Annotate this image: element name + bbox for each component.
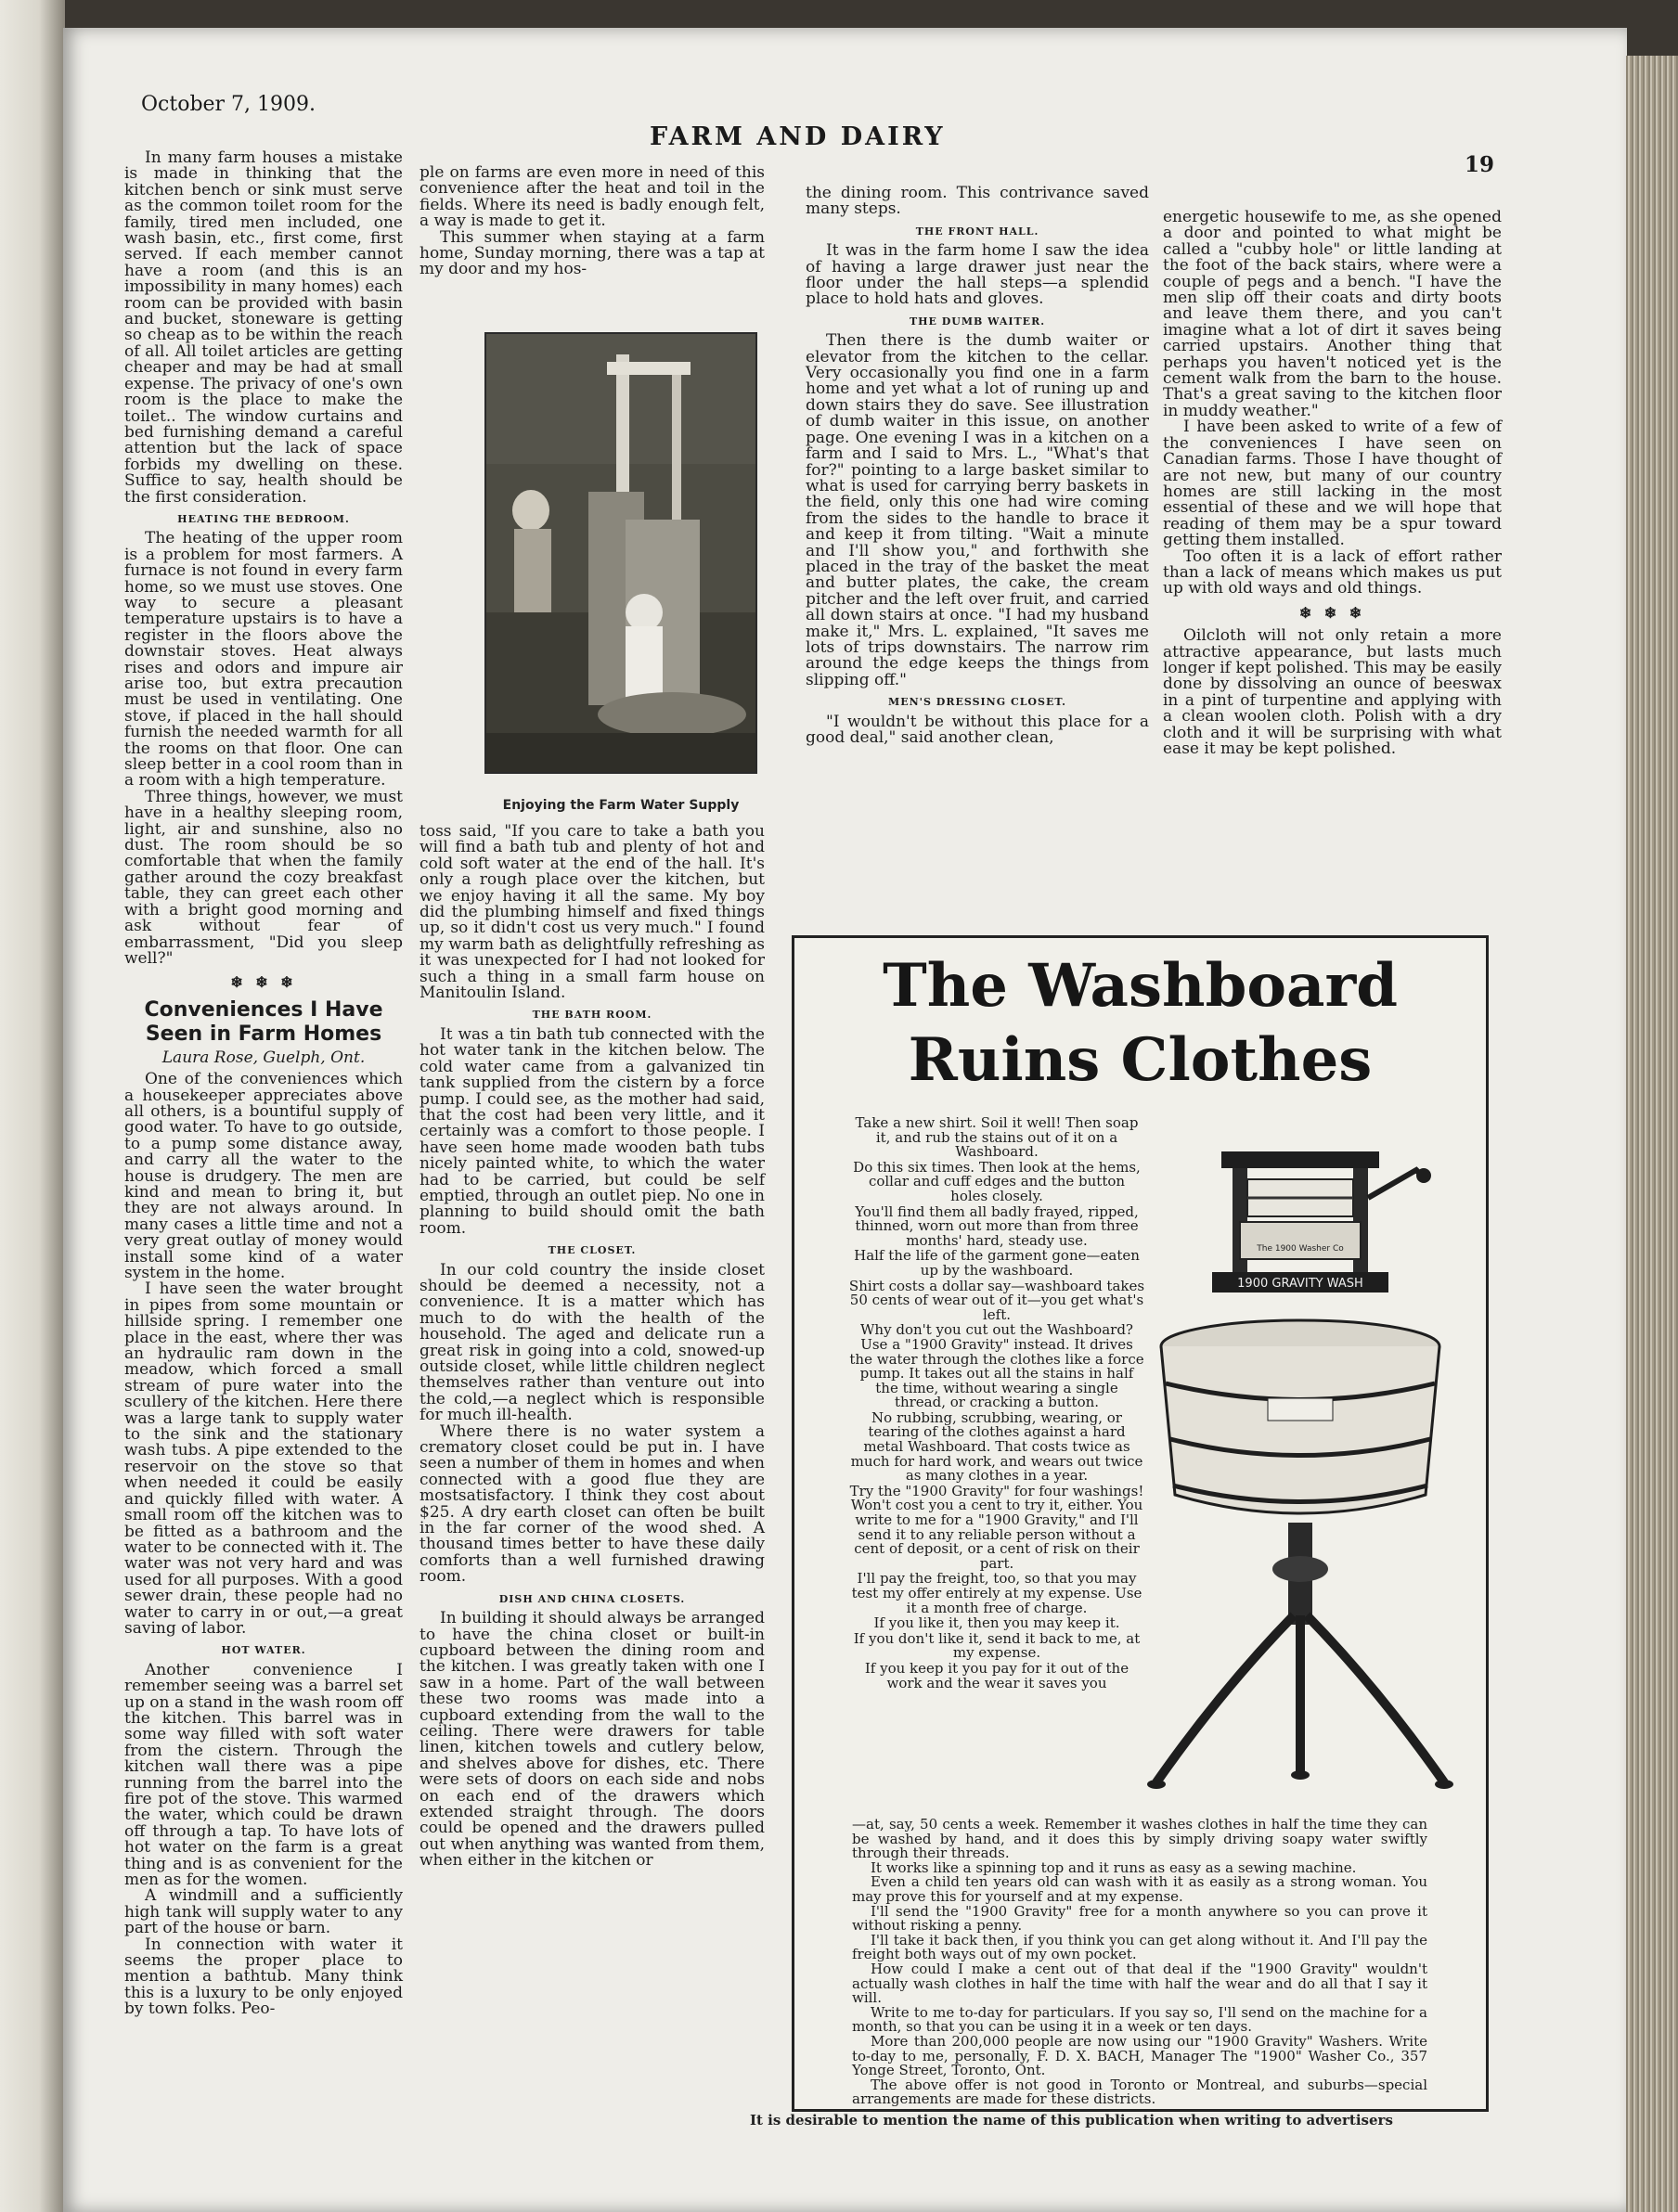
page-footer-note: It is desirable to mention the name of this publication when writing to advertisers: [750, 2112, 1393, 2128]
column-2-top: [420, 165, 765, 278]
column-3: [806, 186, 1149, 746]
ad-body-wide: [852, 1818, 1427, 2107]
paragraph: energetic housewife to me, as she opened a door and pointed to what might be called a "cubby hole" or little landing at the foot of the back stairs, where were a couple of pegs and a bench. "I have the men slip off their coats and dirty boots and leave them there, and you can't imagine what a lot of dirt it saves being carried upstairs. Another thing that perhaps you haven't noticed yet is the cement walk from the barn to the house. That's a great saving to the kitchen floor in muddy weather.": [1163, 208, 1502, 420]
page-number: 19: [1465, 152, 1495, 177]
paragraph: The heating of the upper room is a problem for most farmers. A furnace is not found in every farm home, so we must use stoves. One way to secure a pleasant temperature upstairs is to have a register in the floors above the downstair stoves. Heat always rises and odors and impure air arise too, but extra precaution must be used in ventilating. One stove, if placed in the hall should furnish the needed warmth for all the rooms on that floor. One can sleep better in a cool room than in a room with a high temperature.: [124, 529, 403, 791]
ad-paragraph: Shirt costs a dollar say—washboard takes 50 cents of wear out of it—you get what's left.: [848, 1277, 1145, 1323]
washing-machine-illustration: [1147, 1133, 1453, 1801]
paragraph: In building it should always be arranged to have the china closet or built-in cupboard between the dining room and the kitchen. I was greatly taken with one I saw in a home. Part of the wall between these two rooms was made into a cupboard extending from the wall to the ceiling. There were drawers for table linen, kitchen towels and cutlery below, and shelves above for dishes, etc. There were sets of doors on each side and nobs on each end of the drawers which extended straight through. The doors could be opened and the drawers pulled out when anything was wanted from them, when either in the kitchen or: [420, 1609, 765, 1871]
ad-paragraph: I'll pay the freight, too, so that you may test my offer entirely at my expense. Use it a month free of charge.: [851, 1570, 1142, 1616]
column-2-bottom: [420, 824, 765, 1870]
paragraph: A windmill and a sufficiently high tank will supply water to any part of the house or barn.: [124, 1886, 403, 1938]
ad-paragraph: How could I make a cent out of that deal if the "1900 Gravity" wouldn't actually wash clothes in half the time with half the wear and do all that I say it will.: [852, 1960, 1427, 2007]
paragraph: It was in the farm home I saw the idea of having a large drawer just near the floor under the hall steps—a splendid place to hold hats and gloves.: [806, 241, 1149, 309]
paragraph: Then there is the dumb waiter or elevator from the kitchen to the cellar. Very occasionally you find one in a farm home and yet what a lot of runing up and down stairs they do save. See illustration of dumb waiter in this issue, on another page. One evening I was in a kitchen on a farm and I said to Mrs. L., "What's that for?" pointing to a large basket similar to what is used for carrying berry baskets in the field, only this one had wire coming from the sides to the handle to brace it and keep it from tilting. "Wait a minute and I'll show you," and forthwith she placed in the tray of the basket the meat and butter plates, the cake, the cream pitcher and the left over fruit, and carried all down stairs at once. "I had my husband make it," Mrs. L. explained, "It saves me lots of trips downstairs. The narrow rim around the edge keeps the things from slipping off.": [806, 331, 1149, 689]
ad-paragraph: No rubbing, scrubbing, wearing, or tearing of the clothes against a hard metal Washboard. That costs twice as much for hard work, and wears out twice as many clothes in a year.: [850, 1408, 1143, 1485]
ad-paragraph: If you don't like it, send it back to me, at my expense.: [853, 1629, 1141, 1662]
ad-paragraph: Why don't you cut out the Washboard? Use a "1900 Gravity" instead. It drives the water through the clothes like a force pump. It takes out all the stains in half the time, without wearing a single thread, or cracking a button.: [849, 1321, 1144, 1411]
section-divider: ❄ ❄ ❄: [230, 973, 297, 992]
section-heading: THE CLOSET.: [548, 1244, 637, 1257]
ad-headline: [794, 949, 1486, 1098]
section-heading: THE DUMB WAITER.: [909, 315, 1046, 328]
farm-water-supply-photo: [484, 332, 757, 774]
paragraph: It was a tin bath tub connected with the hot water tank in the kitchen below. The cold water came from a galvanized tin tank supplied from the cistern by a force pump. I could see, as the mother had said, that the cost had been very little, and it certainly was a comfort to those people. I have seen home made wooden bath tubs nicely painted white, to which the water had to be carried, but could be self emptied, through an outlet piep. No one in planning to build should omit the bath room.: [420, 1024, 765, 1238]
ad-paragraph: —at, say, 50 cents a week. Remember it washes clothes in half the time they can be washed by hand, and it does this by simply driving soapy water swiftly through their threads.: [852, 1816, 1427, 1862]
ad-headline-line-1: The Washboard: [883, 951, 1398, 1021]
ad-paragraph: Half the life of the garment gone—eaten up by the washboard.: [854, 1247, 1140, 1279]
ad-paragraph: It works like a spinning top and it runs as easy as a sewing machine.: [871, 1858, 1357, 1876]
paragraph: toss said, "If you care to take a bath you will find a bath tub and plenty of hot and cold soft water at the end of the hall. It's only a rough place over the kitchen, but we enjoy having it all the same. My boy did the plumbing himself and fixed things up, so it didn't cost us very much." I found my warm bath as delightfully refreshing as it was unexpected for I had not looked for such a thing in a small farm house on Manitoulin Island.: [420, 822, 765, 1003]
machine-maker-label: The 1900 Washer Co: [1257, 1244, 1344, 1254]
left-binding-edge: [0, 0, 65, 2212]
paragraph: ple on farms are even more in need of this convenience after the heat and toil in the fields. Where its need is badly enough felt, a way is made to get it.: [420, 163, 765, 231]
paragraph: Another convenience I remember seeing was a barrel set up on a stand in the wash room off the kitchen. This barrel was in some way filled with soft water from the cistern. Through the kitchen wall there was a pipe running from the barrel into the fire pot of the stove. This warmed the water, which could be drawn off through a tap. To have lots of hot water on the farm is a great thing and is as convenient for the men as for the women.: [124, 1660, 403, 1890]
ad-paragraph: Write to me to-day for particulars. If you say so, I'll send on the machine for a month, so that you can be using it in a week or ten days.: [852, 2003, 1427, 2036]
paragraph: the dining room. This contrivance saved many steps.: [806, 184, 1149, 219]
section-heading: THE BATH ROOM.: [532, 1009, 652, 1022]
section-heading: DISH AND CHINA CLOSETS.: [498, 1592, 686, 1605]
article-byline: Laura Rose, Guelph, Ont.: [161, 1048, 366, 1067]
paragraph: In our cold country the inside closet should be deemed a necessity, not a convenience. It is a matter which has much to do with the health of the household. The aged and delicate run a great risk in going into a cold, snowed-up outside closet, while little children neglect themselves rather than venture out into the cold,—a neglect which is responsible for much ill-health.: [420, 1260, 765, 1425]
ad-paragraph: I'll take it back then, if you think you can get along without it. And I'll pay the freight both ways out of my own pocket.: [852, 1931, 1427, 1963]
paragraph: One of the conveniences which a housekeeper appreciates above all others, is a bountiful supply of good water. To have to go outside, to a pump some distance away, and carry all the water to the house is drudgery. The men are kind and mean to bring it, but they are not always around. In many cases a little time and not a very great outlay of money would install some kind of a water system in the home.: [124, 1070, 403, 1282]
ad-paragraph: More than 200,000 people are now using our "1900 Gravity" Washers. Write to-day to me, personally, F. D. X. BACH, Manager The "1900" Washer Co., 357 Yonge Street, Toronto, Ont.: [852, 2032, 1427, 2079]
machine-lid-label: 1900 GRAVITY WASH: [1237, 1277, 1363, 1291]
photo-caption: Enjoying the Farm Water Supply: [502, 798, 740, 813]
section-heading: THE FRONT HALL.: [915, 225, 1039, 238]
section-heading: HOT WATER.: [221, 1644, 306, 1657]
paragraph: Three things, however, we must have in a healthy sleeping room, light, air and sunshine, also no dust. The room should be so comfortable that when the family gather around the cozy breakfast table, they can greet each other with a bright good morning and ask without fear of embarrassment, "Did you sleep well?": [124, 787, 403, 968]
paragraph: Too often it is a lack of effort rather than a lack of means which makes us put up with old ways and old things.: [1163, 547, 1502, 598]
paragraph: In many farm houses a mistake is made in thinking that the kitchen bench or sink must serve as the common toilet room for the family, tired men included, one wash basin, etc., first come, first served. If each member cannot have a room (and this is an impossibility in many homes) each room can be provided with basin and bucket, stoneware is getting so cheap as to be within the reach of all. All toilet articles are getting cheaper and may be had at small expense. The privacy of one's own room is the place to make the toilet.. The window curtains and bed furnishing demand a careful attention but the lack of space forbids my dwelling on these. Suffice to say, health should be the first consideration.: [124, 148, 403, 507]
ad-paragraph: If you keep it you pay for it out of the work and the wear it saves you: [864, 1659, 1129, 1691]
column-4: [1163, 210, 1502, 757]
paragraph: "I wouldn't be without this place for a good deal," said another clean,: [806, 712, 1149, 747]
section-divider: ❄ ❄ ❄: [1298, 603, 1366, 622]
ad-paragraph: The above offer is not good in Toronto or Montreal, and suburbs—special arrangements are made for these districts.: [852, 2076, 1427, 2108]
column-1: [124, 150, 403, 2018]
ad-paragraph: Take a new shirt. Soil it well! Then soap it, and rub the stains out of it on a Washboard.: [855, 1114, 1139, 1161]
washboard-advertisement: [792, 935, 1489, 2112]
ad-body-narrow: [848, 1116, 1145, 1691]
ad-paragraph: Do this six times. Then look at the hems, collar and cuff edges and the button holes closely.: [853, 1158, 1141, 1204]
page-stack-edge: [1626, 56, 1678, 2212]
ad-paragraph: Try the "1900 Gravity" for four washings! Won't cost you a cent to try it, either. You write to me for a "1900 Gravity," and I'll send it to any reliable person without a cent of deposit, or a cent of risk on their part.: [849, 1482, 1144, 1572]
ad-paragraph: I'll send the "1900 Gravity" free for a month anywhere so you can prove it without risking a penny.: [852, 1902, 1427, 1935]
paragraph: This summer when staying at a farm home, Sunday morning, there was a tap at my door and my hos-: [420, 227, 765, 279]
photo-illustration: [486, 334, 755, 772]
section-heading: MEN'S DRESSING CLOSET.: [888, 696, 1066, 709]
section-heading: HEATING THE BEDROOM.: [177, 512, 350, 525]
ad-headline-line-2: Ruins Clothes: [908, 1025, 1373, 1095]
ad-paragraph: If you like it, then you may keep it.: [873, 1614, 1120, 1632]
paragraph: Oilcloth will not only retain a more attractive appearance, but lasts much longer if kept polished. This may be easily done by dissolving an ounce of beeswax in a pint of turpentine and applying with a clean woolen cloth. Polish with a dry cloth and it will be surprising with what ease it may be kept polished.: [1163, 626, 1502, 758]
ad-paragraph: Even a child ten years old can wash with it as easily as a strong woman. You may prove this for yourself and at my expense.: [852, 1873, 1427, 1905]
ad-paragraph: You'll find them all badly frayed, ripped, thinned, worn out more than from three months' hard, steady use.: [855, 1202, 1139, 1249]
paragraph: I have seen the water brought in pipes from some mountain or hillside spring. I remember one place in the east, where ther was an hydraulic ram down in the meadow, which forced a small stream of pure water into the scullery of the kitchen. Here there was a large tank to supply water to the sink and the stationary wash tubs. A pipe extended to the reservoir on the stove so that when needed it could be easily and quickly filled with water. A small room off the kitchen was to be fitted as a bathroom and the water to be connected with it. The water was not very hard and was used for all purposes. With a good sewer drain, these people had no water to carry in or out,—a great saving of labor.: [124, 1280, 403, 1638]
masthead-title: FARM AND DAIRY: [650, 122, 946, 151]
paragraph: In connection with water it seems the proper place to mention a bathtub. Many think this is a luxury to be only enjoyed by town folks. Peo-: [124, 1935, 403, 2019]
paragraph: I have been asked to write of a few of the conveniences I have seen on Canadian farms. Those I have thought of are not new, but many of our country homes are still lacking in the most essential of these and we will hope that reading of them may be a spur toward getting them installed.: [1163, 418, 1502, 550]
issue-date: October 7, 1909.: [141, 93, 316, 116]
paragraph: Where there is no water system a crematory closet could be put in. I have seen a number of them in homes and when connected with a good flue they are mostsatisfactory. I think they cost about $25. A dry earth closet can often be built in the far corner of the wood shed. A thousand times better to have these daily comforts than a well furnished drawing room.: [420, 1421, 765, 1587]
article-title: Conveniences I Have Seen in Farm Homes: [144, 997, 383, 1046]
